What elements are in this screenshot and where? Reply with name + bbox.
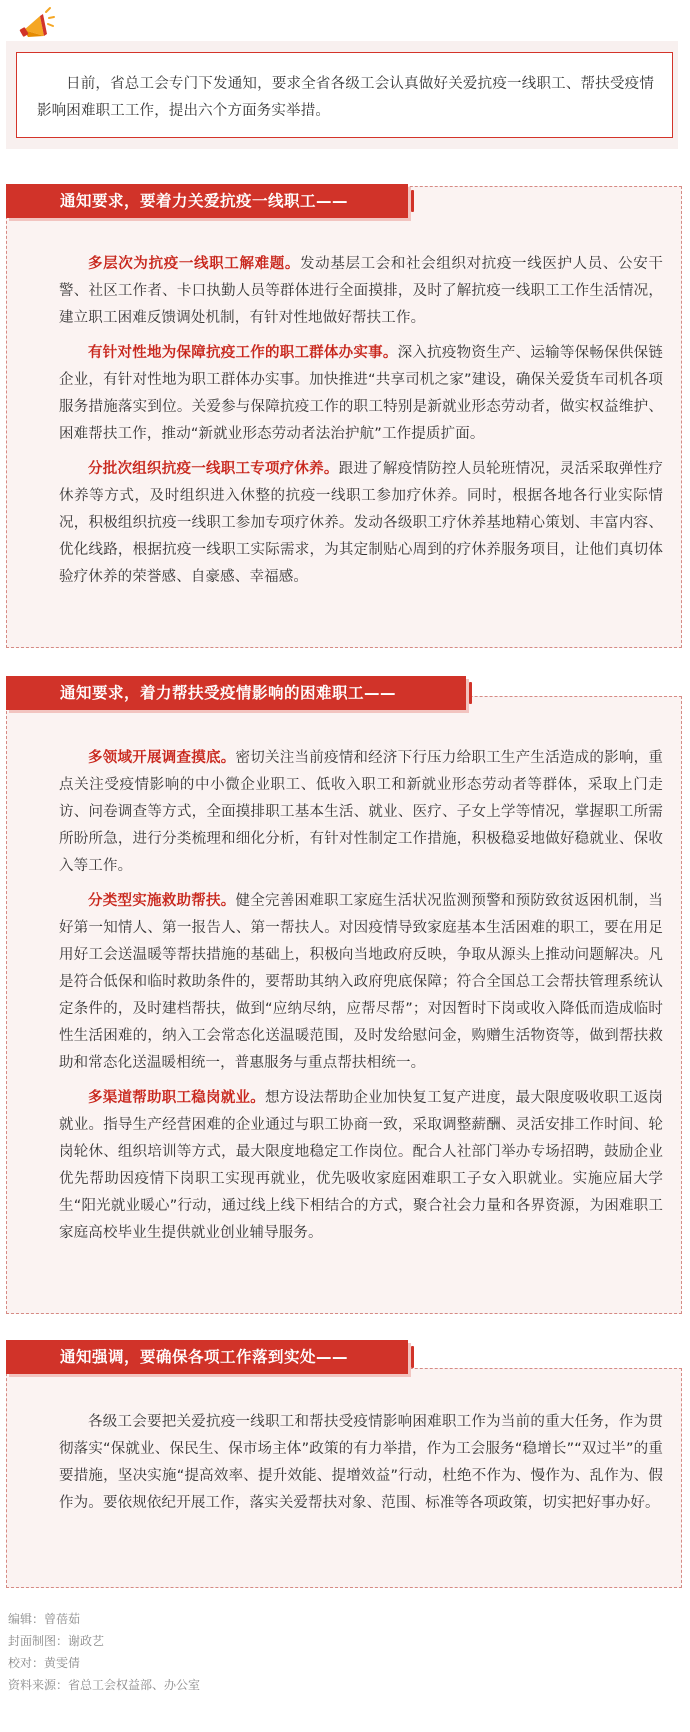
credit-source: 资料来源：省总工会权益部、办公室: [8, 1678, 201, 1692]
section-1-paragraph-3: 分批次组织抗疫一线职工专项疗休养。跟进了解疫情防控人员轮班情况，灵活采取弹性疗休养等方式，及时组织进入休整的抗疫一线职工参加疗休养。同时，根据各地各行业实际情况，积极组织抗疫一线职工参加专项疗休养。发动各级职工疗休养基地精心策划、丰富内容、优化线路，根据抗疫一线职工实际需求，为其定制贴心周到的疗休养服务项目，让他们真切体验疗休养的荣誉感、自豪感、幸福感。: [59, 461, 663, 585]
section-2-paragraph-3: 多渠道帮助职工稳岗就业。想方设法帮助企业加快复工复产进度，最大限度吸收职工返岗就业。指导生产经营困难的企业通过与职工协商一致，采取调整薪酬、灵活安排工作时间、轮岗轮休、组织培训等方式，最大限度地稳定工作岗位。配合人社部门举办专场招聘，鼓励企业优先帮助因疫情下岗职工实现再就业，优先吸收家庭困难职工子女入职就业。实施应届大学生“阳光就业暖心”行动，通过线上线下相结合的方式，聚合社会力量和各界资源，为困难职工家庭高校毕业生提供就业创业辅导服务。: [59, 1090, 663, 1241]
section-3-title: 通知强调，要确保各项工作落到实处——: [6, 1340, 408, 1374]
section-3-box: [6, 1368, 682, 1588]
credits: [8, 1608, 200, 1696]
section-1-title: 通知要求，要着力关爱抗疫一线职工——: [6, 184, 408, 218]
megaphone-icon: [16, 6, 56, 46]
credit-proofreader: 校对：黄雯倩: [8, 1656, 81, 1670]
section-1-paragraph-1: 多层次为抗疫一线职工解难题。发动基层工会和社会组织对抗疫一线医护人员、公安干警、社区工作者、卡口执勤人员等群体进行全面摸排，及时了解抗疫一线职工工作生活情况，建立职工困难反馈调处机制，有针对性地做好帮扶工作。: [59, 256, 663, 326]
section-1-paragraph-2: 有针对性地为保障抗疫工作的职工群体办实事。深入抗疫物资生产、运输等保畅保供保链企业，有针对性地为职工群体办实事。加快推进“共享司机之家”建设，确保关爱货车司机各项服务措施落实到位。关爱参与保障抗疫工作的职工特别是新就业形态劳动者，做实权益维护、困难帮扶工作，推动“新就业形态劳动者法治护航”工作提质扩面。: [59, 345, 663, 442]
credit-editor: 编辑：曾蓓茹: [8, 1612, 81, 1626]
section-3-paragraph-1: 各级工会要把关爱抗疫一线职工和帮扶受疫情影响困难职工作为当前的重大任务，作为贯彻落实“保就业、保民生、保市场主体”政策的有力举措，作为工会服务“稳增长”“双过半”的重要措施，坚决实施“提高效率、提升效能、提增效益”行动，杜绝不作为、慢作为、乱作为、假作为。要依规依纪开展工作，落实关爱帮扶对象、范围、标准等各项政策，切实把好事办好。: [59, 1414, 663, 1511]
section-2-paragraph-2: 分类型实施救助帮扶。健全完善困难职工家庭生活状况监测预警和预防致贫返困机制，当好第一知情人、第一报告人、第一帮扶人。对因疫情导致家庭基本生活困难的职工，要在用足用好工会送温暖等帮扶措施的基础上，积极向当地政府反映，争取从源头上推动问题解决。凡是符合低保和临时救助条件的，要帮助其纳入政府兜底保障；符合全国总工会帮扶管理系统认定条件的，及时建档帮扶，做到“应纳尽纳，应帮尽帮”；对因暂时下岗或收入降低而造成临时性生活困难的，纳入工会常态化送温暖范围，及时发给慰问金，购赠生活物资等，做到帮扶救助和常态化送温暖相统一，普惠服务与重点帮扶相统一。: [59, 893, 663, 1071]
intro-text: 日前，省总工会专门下发通知，要求全省各级工会认真做好关爱抗疫一线职工、帮扶受疫情影响困难职工工作，提出六个方面务实举措。: [37, 76, 654, 119]
section-2-box: [6, 696, 682, 1314]
credit-cover-design: 封面制图：谢政艺: [8, 1634, 105, 1648]
section-1-box: [6, 186, 682, 648]
section-2-title: 通知要求，着力帮扶受疫情影响的困难职工——: [6, 676, 466, 710]
section-2-paragraph-1: 多领域开展调查摸底。密切关注当前疫情和经济下行压力给职工生产生活造成的影响，重点关注受疫情影响的中小微企业职工、低收入职工和新就业形态劳动者等群体，采取上门走访、问卷调查等方式，全面摸排职工基本生活、就业、医疗、子女上学等情况，掌握职工所需所盼所急，进行分类梳理和细化分析，有针对性制定工作措施，积极稳妥地做好稳就业、保收入等工作。: [59, 750, 663, 874]
intro-box: [16, 52, 673, 138]
